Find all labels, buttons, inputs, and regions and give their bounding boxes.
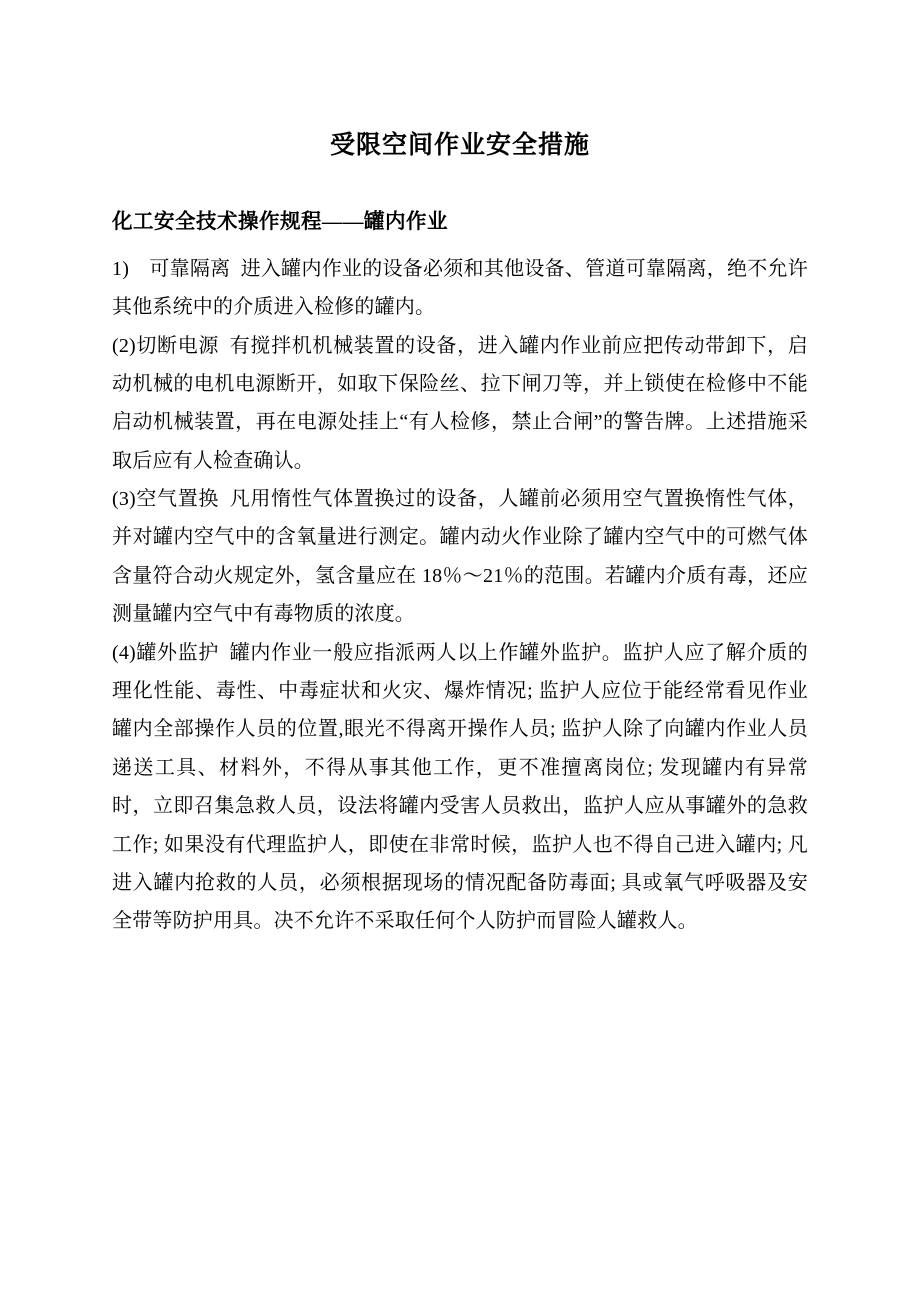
paragraph-2: (2)切断电源 有搅拌机机械装置的设备，进入罐内作业前应把传动带卸下，启动机械的电机电源断开，如取下保险丝、拉下闸刀等，并上锁使在检修中不能启动机械装置，再在电源处挂上“有人检修，禁止合闸”的警告牌。上述措施采取后应有人检查确认。 xyxy=(112,334,808,472)
paragraph-3: (3)空气置换 凡用惰性气体置换过的设备，人罐前必须用空气置换惰性气体，并对罐内空气中的含氧量进行测定。罐内动火作业除了罐内空气中的可燃气体含量符合动火规定外，氢含量应在 18％～21％的范围。若罐内介质有毒，还应测量罐内空气中有毒物质的浓度。 xyxy=(112,488,808,626)
page-title: 受限空间作业安全措施 xyxy=(329,132,590,159)
paragraph-4: (4)罐外监护 罐内作业一般应指派两人以上作罐外监护。监护人应了解介质的理化性能、毒性、中毒症状和火灾、爆炸情况; 监护人应位于能经常看见作业罐内全部操作人员的位置,眼光不得离开操作人员; 监护人除了向罐内作业人员递送工具、材料外，不得从事其他工作，更不准擅离岗位; 发现罐内有异常时，立即召集急救人员，设法将罐内受害人员救出，监护人应从事罐外的急救工作; 如果没有代理监护人，即使在非常时候，监护人也不得自己进入罐内; 凡进入罐内抢救的人员，必须根据现场的情况配备防毒面; 具或氧气呼吸器及安全带等防护用具。决不允许不采取任何个人防护而冒险人罐救人。 xyxy=(112,641,808,933)
paragraph-1: 1) 可靠隔离 进入罐内作业的设备必须和其他设备、管道可靠隔离，绝不允许其他系统中的介质进入检修的罐内。 xyxy=(112,257,808,319)
section-heading: 化工安全技术操作规程——罐内作业 xyxy=(112,211,448,233)
